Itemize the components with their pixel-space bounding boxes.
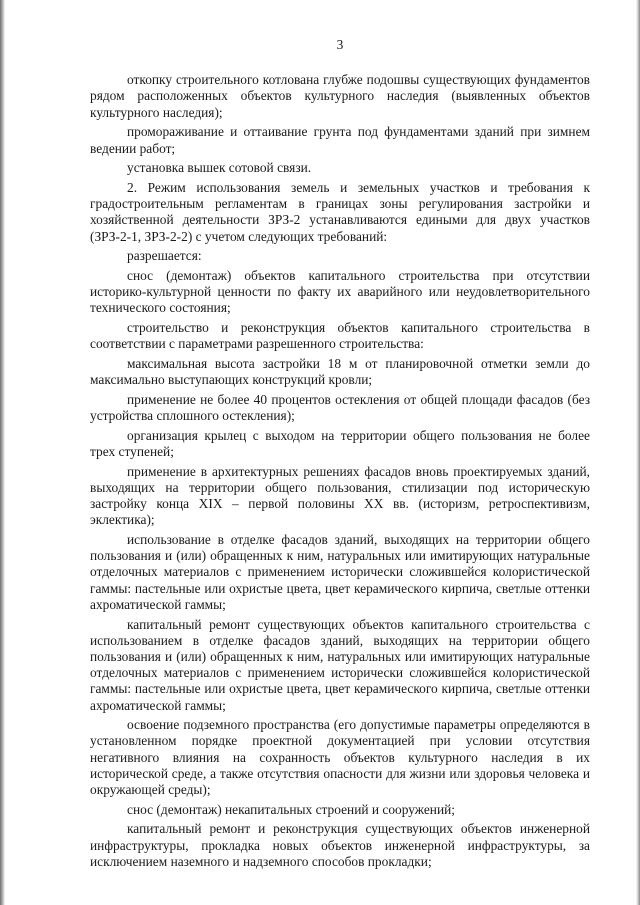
paragraph-porches: организация крылец с выходом на территории общего пользования не более трех ступеней;: [90, 427, 590, 459]
paragraph-excavation: откопку строительного котлована глубже подошвы существующих фундаментов рядом расположенных объектов культурного наследия (выявленных объектов культурного наследия);: [90, 72, 590, 120]
paragraph-zone-regime: 2. Режим использования земель и земельных участков и требования к градостроительным регламентам в границах зоны регулирования застройки и хозяйственной деятельности ЗРЗ-2 устанавливаются едиными для двух участков (ЗРЗ-2-1, ЗРЗ-2-2) с учетом следующих требований:: [90, 179, 590, 244]
scan-edge-right: [636, 0, 640, 905]
paragraph-cell-towers: установка вышек сотовой связи.: [127, 160, 312, 176]
paragraph-infrastructure: капитальный ремонт и реконструкция существующих объектов инженерной инфраструктуры, прокладка новых объектов инженерной инфраструктуры, за исключением наземного и надземного способов прокладки;: [90, 821, 590, 869]
scan-edge-left: [0, 0, 5, 905]
paragraph-construction: строительство и реконструкция объектов капитального строительства в соответствии с параметрами разрешенного строительства:: [90, 320, 590, 352]
paragraph-glazing: применение не более 40 процентов остекления от общей площади фасадов (без устройства сплошного остекления);: [90, 391, 590, 424]
document-page: [90, 37, 590, 874]
paragraph-freezing: промораживание и оттаивание грунта под фундаментами зданий при зимнем ведении работ;: [90, 124, 590, 156]
paragraph-max-height: максимальная высота застройки 18 м от планировочной отметки земли до максимально выступающих конструкций кровли;: [90, 355, 590, 388]
page-number: 3: [336, 37, 344, 52]
paragraph-stylization: применение в архитектурных решениях фасадов вновь проектируемых зданий, выходящих на территории общего пользования, стилизации под историческую застройку конца XIX – первой половины XX вв. (историзм, ретроспективизм, эклектика);: [90, 463, 590, 528]
paragraph-underground: освоение подземного пространства (его допустимые параметры определяются в установленном порядке проектной документацией при условии отсутствия негативного влияния на сохранность объектов культурного наследия в их исторической среде, а также отсутствия опасности для жизни или здоровья человека и окружающей среды);: [90, 717, 590, 798]
paragraph-capital-repair: капитальный ремонт существующих объектов капитального строительства с использованием в отделке фасадов зданий, выходящих на территории общего пользования и (или) обращенных к ним, натуральных или имитирующих натуральные отделочных материалов с применением исторически сложившейся колористической гаммы: пастельные или охристые цвета, цвет керамического кирпича, светлые оттенки ахроматической гаммы;: [90, 616, 590, 713]
paragraph-allowed: разрешается:: [127, 248, 202, 264]
paragraph-facade-materials: использование в отделке фасадов зданий, выходящих на территории общего пользования и (или) обращенных к ним, натуральных или имитирующих натуральные отделочных материалов с применением исторически сложившейся колористической гаммы: пастельные или охристые цвета, цвет керамического кирпича, светлые оттенки ахроматической гаммы;: [90, 531, 590, 612]
paragraph-demolition: снос (демонтаж) объектов капитального строительства при отсутствии историко-культурной ценности по факту их аварийного или неудовлетворительного технического состояния;: [90, 267, 590, 316]
paragraph-non-capital-demolition: снос (демонтаж) некапитальных строений и сооружений;: [127, 801, 456, 817]
